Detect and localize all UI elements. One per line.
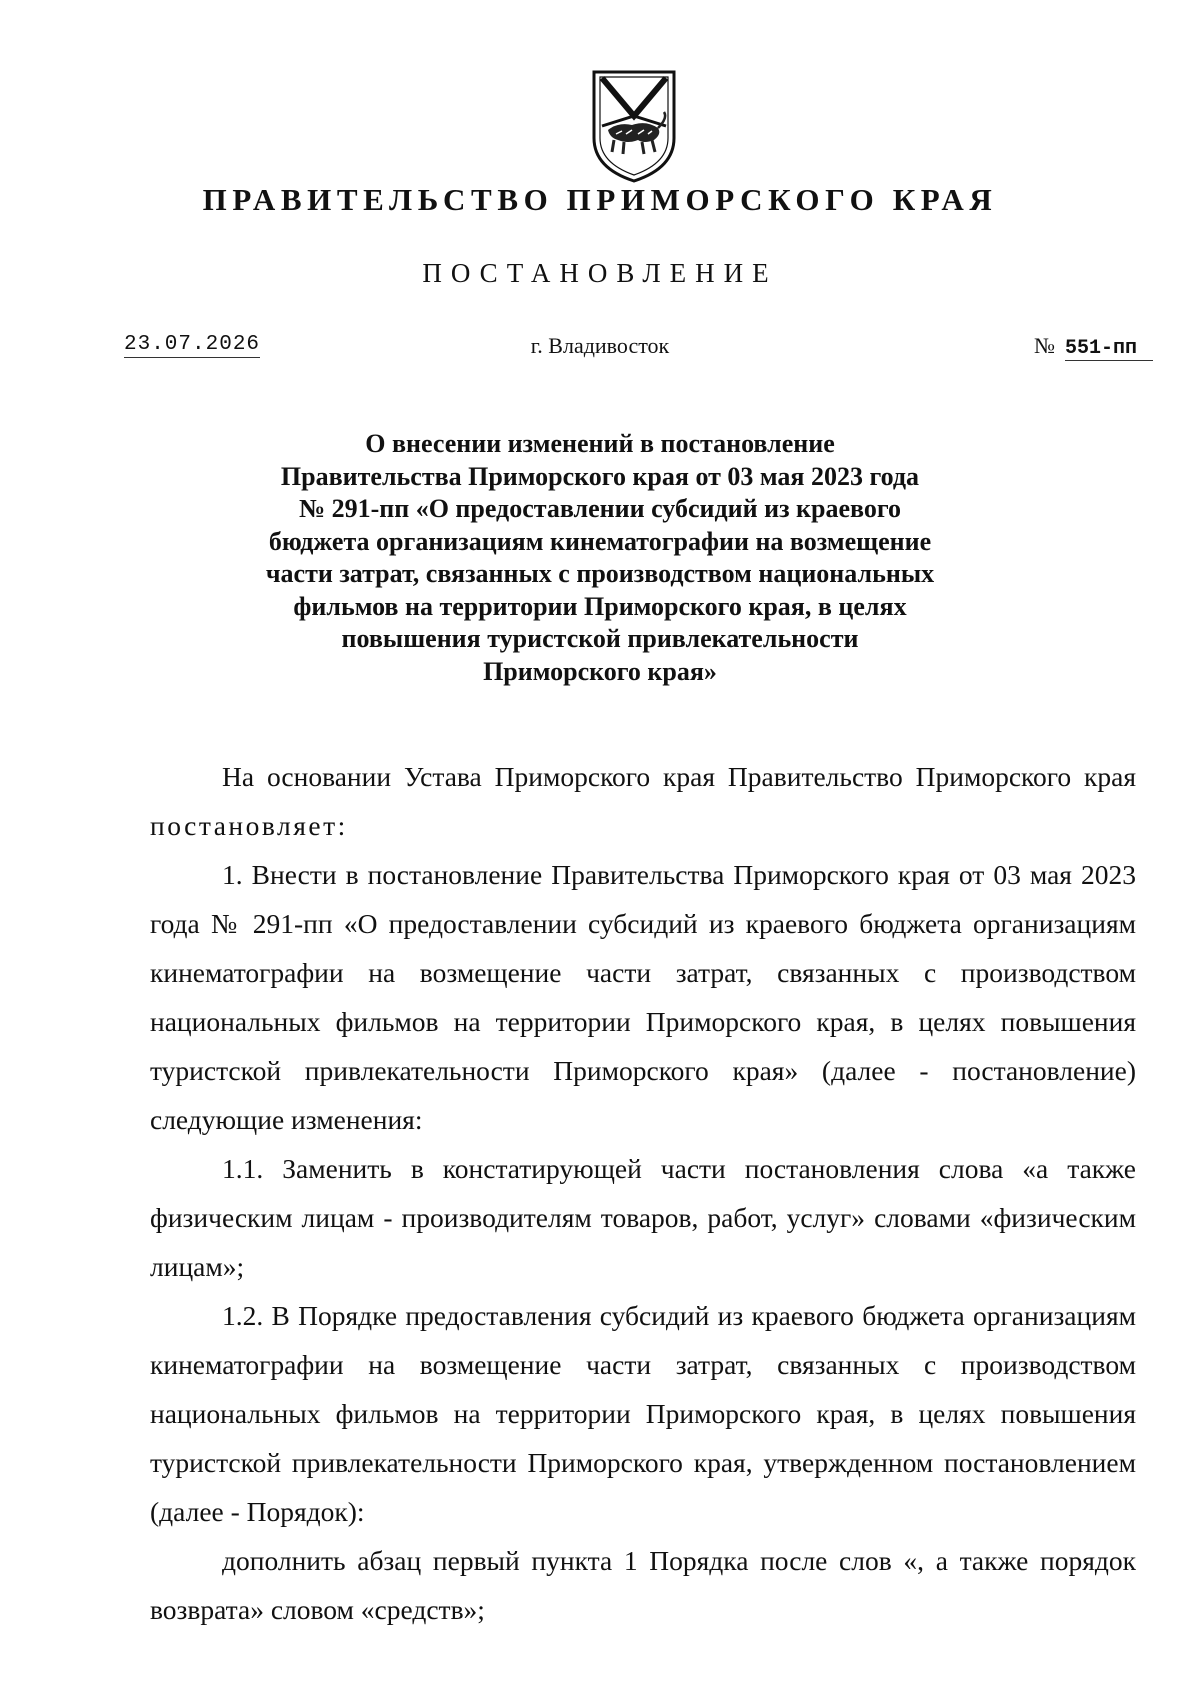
coat-of-arms-emblem — [588, 68, 680, 184]
document-city: г. Владивосток — [530, 333, 670, 358]
heading-line: части затрат, связанных с производством национальных — [265, 559, 935, 588]
heading-line: О внесении изменений в постановление — [365, 429, 835, 458]
heading-line: фильмов на территории Приморского края, в целях — [293, 591, 907, 621]
paragraph-1-2-amendment: дополнить абзац первый пункта 1 Порядка после слов «, а также порядок возврата» словом «средств»; — [150, 1545, 1136, 1625]
heading-line: Приморского края» — [483, 656, 717, 686]
preamble-text: На основании Устава Приморского края Правительство Приморского края — [222, 761, 1136, 792]
preamble-paragraph — [150, 752, 1136, 850]
document-body — [150, 752, 1136, 1634]
paragraph-1-2: 1.2. В Порядке предоставления субсидий из краевого бюджета организациям кинематографии на возмещение части затрат, связанных с производством национальных фильмов на территории Приморского края, в целях повышения туристской привлекательности Приморского края, утвержденном постановлением (далее - Порядок): — [150, 1300, 1136, 1527]
document-date: 23.07.2026 — [124, 333, 261, 356]
heading-line: № 291-пп «О предоставлении субсидий из краевого — [298, 494, 902, 523]
document-type: ПОСТАНОВЛЕНИЕ — [422, 258, 778, 288]
number-sign: № — [1034, 333, 1055, 358]
number-value: 551-пп — [1065, 337, 1153, 361]
government-title: ПРАВИТЕЛЬСТВО ПРИМОРСКОГО КРАЯ — [202, 182, 998, 217]
document-number — [1034, 333, 1153, 361]
paragraph-1: 1. Внести в постановление Правительства Приморского края от 03 мая 2023 года № 291-пп «О предоставлении субсидий из краевого бюджета организациям кинематографии на возмещение части затрат, связанных с производством национальных фильмов на территории Приморского края, в целях повышения туристской привлекательности Приморского края» (далее - постановление) следующие изменения: — [150, 859, 1136, 1135]
heading-line: Правительства Приморского края от 03 мая 2023 года — [280, 461, 920, 491]
heading-line: бюджета организациям кинематографии на возмещение — [268, 526, 932, 556]
paragraph-1-1: 1.1. Заменить в констатирующей части постановления слова «а также физическим лицам - производителям товаров, работ, услуг» словами «физическим лицам»; — [150, 1153, 1136, 1282]
heading-line: повышения туристской привлекательности — [341, 624, 859, 653]
document-heading — [150, 428, 1050, 688]
preamble-resolves: постановляет: — [150, 810, 348, 841]
